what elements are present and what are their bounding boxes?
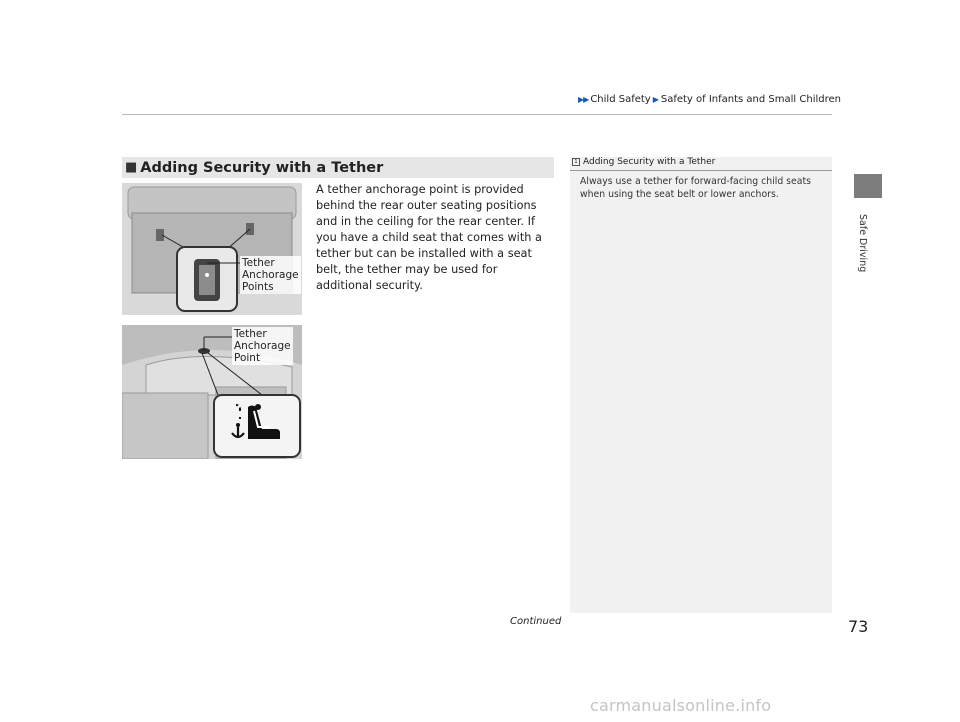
page-number: 73	[848, 617, 869, 636]
watermark: carmanualsonline.info	[590, 696, 772, 715]
note-title[interactable]: Adding Security with a Tether	[583, 157, 716, 167]
breadcrumb-topic[interactable]: Safety of Infants and Small Children	[660, 94, 841, 105]
note-divider	[570, 170, 832, 171]
section-heading	[122, 157, 554, 178]
tether-anchorage-point-label: Tether Anchorage Point	[234, 328, 291, 364]
tether-anchorage-points-label: Tether Anchorage Points	[242, 257, 299, 293]
figure-rear-seat-anchors	[122, 183, 302, 315]
breadcrumb-section[interactable]: Child Safety	[590, 94, 651, 105]
section-title: Adding Security with a Tether	[140, 159, 384, 176]
note-text: Always use a tether for forward-facing child seats when using the seat belt or lower anchors.	[580, 176, 811, 200]
continued-label: Continued	[510, 616, 562, 627]
rear-seat-illustration	[122, 183, 302, 315]
breadcrumb	[578, 94, 841, 105]
child-seat-anchor-icon	[226, 401, 284, 451]
breadcrumb-separator-icon: ▶	[652, 95, 659, 104]
section-square-icon: ■	[125, 160, 138, 175]
header-divider	[122, 114, 832, 115]
chapter-tab[interactable]	[854, 174, 882, 198]
breadcrumb-arrows-icon: ▶▶	[578, 95, 589, 104]
figure-ceiling-anchor	[122, 325, 302, 459]
chapter-tab-label: Safe Driving	[857, 214, 868, 273]
section-body-text: A tether anchorage point is provided behind the rear outer seating positions and in the ceiling for the rear center. If you have a child seat that comes with a tether but can be installed with a seat belt, the tether may be used for additional security.	[316, 183, 542, 292]
note-reference-icon: 1	[572, 158, 580, 166]
note-sidebar	[570, 157, 832, 613]
note-heading	[572, 157, 715, 167]
